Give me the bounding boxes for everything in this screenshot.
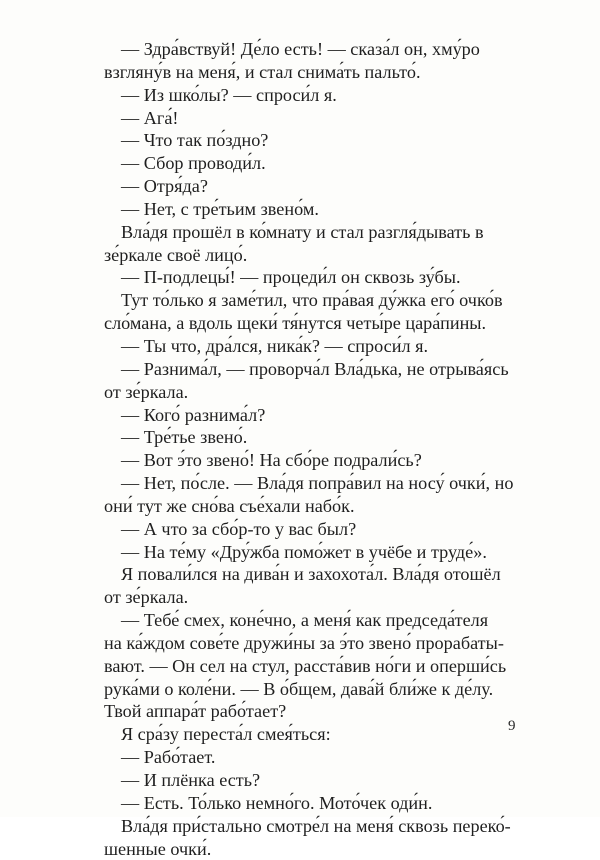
paragraph	[104, 449, 520, 472]
text-line: взгляну́в на меня́, и стал снима́ть пальто́.	[104, 61, 421, 82]
paragraph	[104, 563, 520, 609]
text-line: — Ты что, дра́лся, ника́к? — спроси́л я.	[121, 335, 429, 356]
paragraph	[104, 792, 520, 815]
paragraph	[104, 723, 520, 746]
text-line: вают. — Он сел на стул, расста́вив но́ги и оперши́сь	[104, 655, 507, 676]
text-line: — Нет, с тре́тьим звено́м.	[121, 198, 319, 219]
text-line: Я повали́лся на дива́н и захохота́л. Вла́дя отошёл	[121, 564, 501, 585]
text-line: — Отря́да?	[121, 176, 208, 197]
text-line: Вла́дя при́стально смотре́л на меня́ сквозь переко́-	[121, 815, 511, 836]
paragraph	[104, 404, 520, 427]
paragraph	[104, 221, 520, 267]
text-line: Вла́дя прошёл в ко́мнату и стал разгля́дывать в	[121, 221, 484, 242]
text-line: шенные очки́.	[104, 838, 212, 859]
text-line: — П-подлецы́! — процеди́л он сквозь зу́бы.	[121, 267, 461, 288]
paragraph	[104, 129, 520, 152]
page-number: 9	[508, 718, 516, 734]
text-line: на ка́ждом сове́те дружи́ны за э́то звено́ прорабаты-	[104, 632, 504, 653]
paragraph	[104, 335, 520, 358]
paragraph	[104, 152, 520, 175]
text-line: — Нет, по́сле. — Вла́дя попра́вил на носу́ очки́, но	[121, 473, 514, 494]
text-line: — Тебе́ смех, коне́чно, а меня́ как председа́теля	[121, 610, 489, 631]
paragraph	[104, 358, 520, 404]
text-line: Тут то́лько я заме́тил, что пра́вая ду́жка его́ очко́в	[121, 290, 503, 311]
text-line: — Из шко́лы? — спроси́л я.	[121, 84, 337, 105]
text-line: — Разнима́л, — проворча́л Вла́дька, не отрыва́ясь	[121, 358, 509, 379]
paragraph	[104, 84, 520, 107]
text-line: — Здра́вствуй! Де́ло есть! — сказа́л он, хму́ро	[121, 39, 480, 59]
text-line: они́ тут же сно́ва съе́хали набо́к.	[104, 495, 355, 516]
paragraph	[104, 541, 520, 564]
text-line: — Кого́ разнима́л?	[121, 404, 266, 425]
text-line: сло́мана, а вдоль щеки́ тя́нутся четы́ре цара́пины.	[104, 313, 487, 334]
text-line: — Ага́!	[121, 107, 179, 128]
paragraph	[104, 769, 520, 792]
text-line: Твой аппара́т рабо́тает?	[104, 701, 287, 722]
text-line: рука́ми о коле́ни. — В о́бщем, дава́й бли́же к де́лу.	[104, 678, 494, 699]
paragraph	[104, 815, 520, 860]
text-line: — А что за сбо́р-то у вас был?	[121, 518, 357, 539]
paragraph	[104, 746, 520, 769]
text-line: — И плёнка есть?	[121, 770, 261, 790]
text-line: — Вот э́то звено́! На сбо́ре подрали́сь?	[121, 450, 422, 471]
paragraph	[104, 518, 520, 541]
paragraph	[104, 609, 520, 723]
paragraph	[104, 472, 520, 518]
paragraph	[104, 38, 520, 84]
paragraph	[104, 289, 520, 335]
text-line: — Тре́тье звено́.	[121, 427, 248, 448]
paragraph	[104, 266, 520, 289]
paragraph	[104, 198, 520, 221]
text-line: от зе́ркала.	[104, 381, 189, 402]
text-line: — Есть. То́лько немно́го. Мото́чек оди́н.	[121, 792, 433, 813]
text-line: — Сбор проводи́л.	[121, 153, 266, 174]
paragraph	[104, 426, 520, 449]
paragraph	[104, 175, 520, 198]
text-line: зе́ркале своё лицо́.	[104, 244, 248, 265]
text-line: — Что так по́здно?	[121, 130, 269, 151]
text-line: Я сра́зу переста́л смея́ться:	[121, 724, 331, 745]
page-text	[104, 38, 520, 860]
text-line: — Рабо́тает.	[121, 747, 216, 768]
paragraph	[104, 107, 520, 130]
text-line: — На те́му «Дру́жба помо́жет в учёбе и труде́».	[121, 541, 487, 562]
text-line: от зе́ркала.	[104, 587, 189, 608]
